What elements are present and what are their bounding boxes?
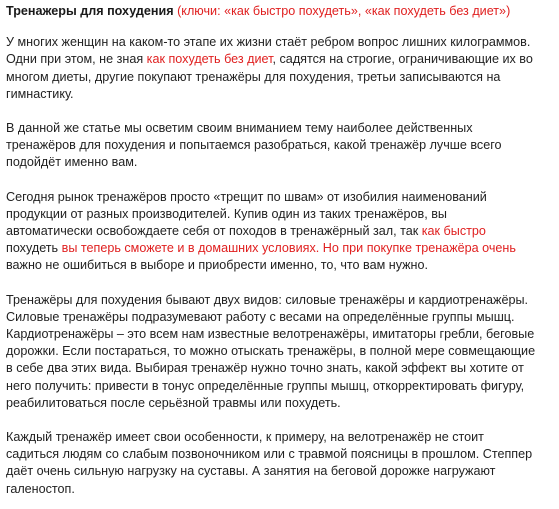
- text-line: [6, 360, 553, 377]
- text-line: [6, 69, 553, 86]
- text-segment: него получить: привести в тонус определённые группы мышц, откорректировать фигуру,: [6, 378, 525, 393]
- text-line: [6, 378, 553, 395]
- text-line: [6, 446, 553, 463]
- paragraph: [6, 34, 553, 103]
- paragraph: [6, 120, 553, 172]
- text-segment: продукции от разных производителей. Купив один из таких тренажёров, вы: [6, 206, 447, 221]
- text-line: [6, 223, 553, 240]
- text-line: [6, 51, 553, 68]
- keyword-link[interactable]: вы теперь сможете и в домашних условиях. Но при покупке тренажёра очень: [58, 241, 516, 256]
- text-segment: садиться людям со слабым позвоночником или с травмой поясницы в прошлом. Степпер: [6, 447, 533, 462]
- text-segment: В данной же статье мы осветим своим вниманием тему наиболее действенных: [6, 121, 473, 136]
- keywords-note: (ключи: «как быстро похудеть», «как похудеть без диет»): [177, 4, 511, 18]
- text-line: [6, 86, 553, 103]
- keyword-link[interactable]: как быстро: [421, 224, 486, 239]
- text-line: [6, 292, 553, 309]
- text-segment: автоматически освобождаете себя от походов в тренажёрный зал, так: [6, 224, 422, 239]
- text-line: [6, 137, 553, 154]
- paragraph: [6, 292, 553, 412]
- text-segment: реабилитоваться после серьёзной травмы или похудеть.: [6, 395, 341, 410]
- text-segment: Сегодня рынок тренажёров просто «трещит по швам» от изобилия наименований: [6, 189, 487, 204]
- text-line: [6, 240, 553, 257]
- paragraph: [6, 429, 553, 498]
- text-segment: У многих женщин на каком-то этапе их жизни стаёт ребром вопрос лишних килограммов.: [6, 35, 531, 50]
- text-segment: , садятся на строгие, ограничивающие их во: [272, 52, 533, 67]
- text-line: [6, 463, 553, 480]
- text-segment: важно не ошибиться в выборе и приобрести именно, то, что вам нужно.: [6, 258, 429, 273]
- text-line: [6, 309, 553, 326]
- text-line: [6, 206, 553, 223]
- text-line: [6, 34, 553, 51]
- text-segment: Кардиотренажёры – это всем нам известные велотренажёры, имитаторы гребли, беговые: [6, 327, 535, 342]
- text-segment: Каждый тренажёр имеет свои особенности, к примеру, на велотренажёр не стоит: [6, 430, 484, 445]
- text-segment: Тренажёры для похудения бывают двух видов: силовые тренажёры и кардиотренажёры.: [6, 292, 529, 307]
- text-segment: подойдёт именно вам.: [6, 155, 138, 170]
- text-line: [6, 395, 553, 412]
- text-segment: Силовые тренажёры подразумевают работу с весами на определённые группы мышц.: [6, 309, 515, 324]
- text-line: [6, 120, 553, 137]
- text-segment: тренажёров для похудения и попытаемся разобраться, какой тренажёр лучше всего: [6, 138, 502, 153]
- text-line: [6, 481, 553, 498]
- text-line: [6, 429, 553, 446]
- text-segment: гимнастику.: [6, 86, 74, 101]
- text-segment: в себе два этих вида. Выбирая тренажёр нужно точно знать, какой эффект вы хотите от: [6, 361, 524, 376]
- keyword-link[interactable]: как похудеть без диет: [146, 52, 273, 67]
- text-line: [6, 343, 553, 360]
- text-line: [6, 326, 553, 343]
- paragraph: [6, 189, 553, 275]
- title-line: [6, 3, 553, 20]
- text-line: [6, 257, 553, 274]
- text-segment: галеностоп.: [6, 481, 75, 496]
- text-segment: многом диеты, другие покупают тренажёры для похудения, третьи записываются на: [6, 69, 501, 84]
- text-segment: Одни при этом, не зная: [6, 52, 147, 67]
- text-segment: дорожки. Если постараться, то можно отыскать тренажёры, в полной мере совмещающие: [6, 344, 536, 359]
- article-body: [6, 34, 553, 498]
- text-line: [6, 154, 553, 171]
- text-line: [6, 189, 553, 206]
- text-segment: даёт очень сильную нагрузку на суставы. А занятия на беговой дорожке нагружают: [6, 464, 496, 479]
- text-segment: похудеть: [6, 241, 59, 256]
- article-title: Тренажеры для похудения: [6, 4, 174, 18]
